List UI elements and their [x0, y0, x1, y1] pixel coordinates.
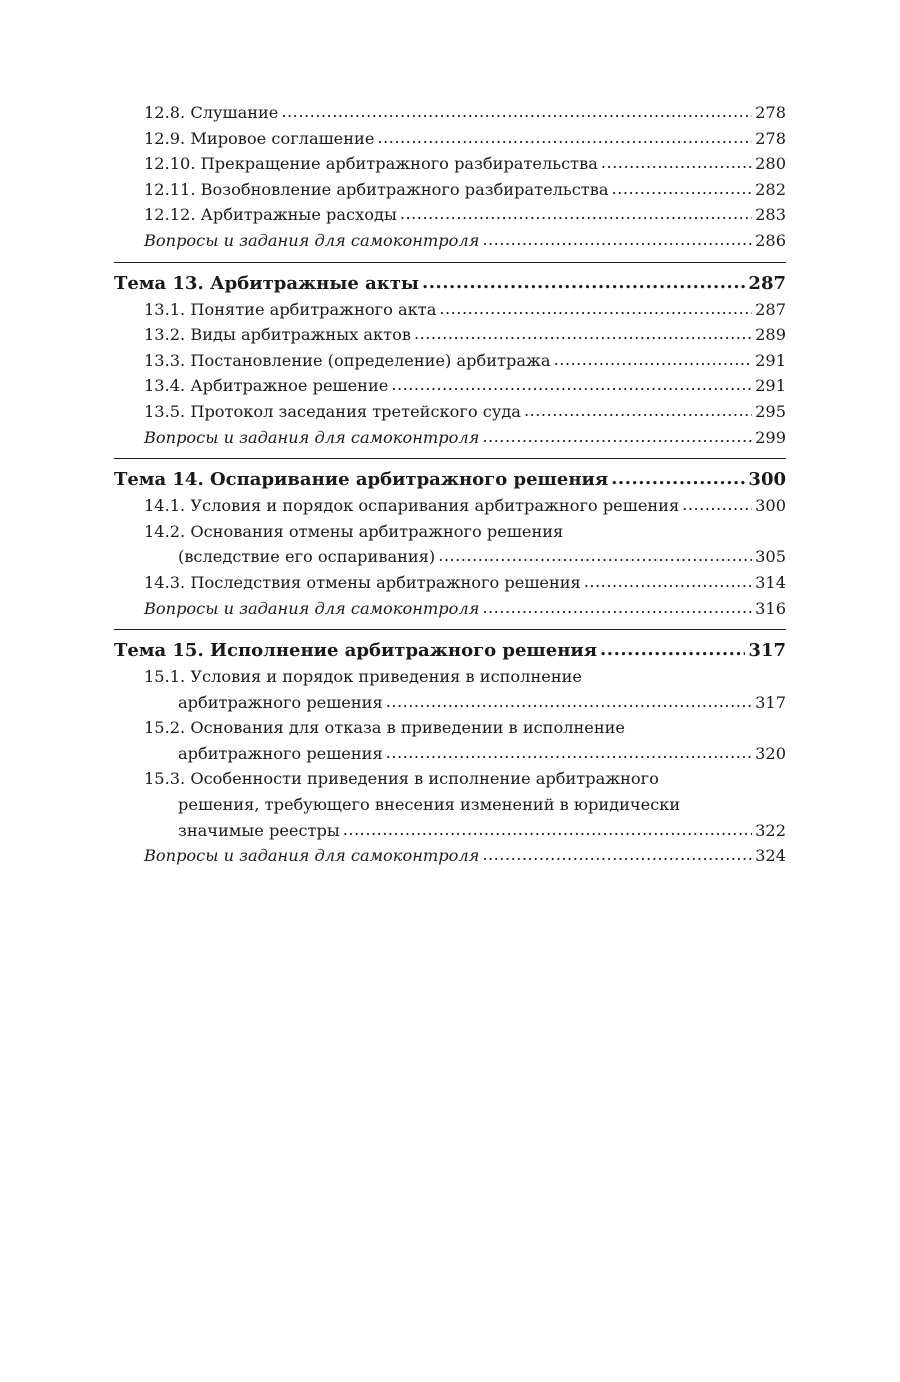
toc-entry-qa-14: [114, 596, 786, 622]
toc-entry-14-1: [114, 493, 786, 519]
toc-page-number: 305: [755, 547, 786, 567]
toc-entry-title-line: 14.2. Основания отмены арбитражного решения: [144, 521, 564, 541]
toc-page-number: 314: [755, 572, 786, 592]
toc-section-14: [114, 458, 786, 493]
toc-entry-12-11: [114, 177, 786, 203]
toc-entry-title: Вопросы и задания для самоконтроля: [144, 598, 480, 618]
toc-entry-title: Вопросы и задания для самоконтроля: [144, 230, 480, 250]
leader-dots: [386, 689, 752, 715]
toc-entry-12-10: [114, 151, 786, 177]
leader-dots: [611, 466, 745, 492]
toc-entry-13-3: [114, 348, 786, 374]
toc-entry-title-line: (вследствие его оспаривания): [178, 547, 436, 567]
toc-entry-15-2: [114, 715, 786, 766]
toc-page-number: 317: [755, 692, 786, 712]
toc-entry-title-line: 15.2. Основания для отказа в приведении в исполнение: [144, 718, 626, 738]
toc-entry-title: Вопросы и задания для самоконтроля: [144, 427, 480, 447]
toc-entry-title-line: 15.3. Особенности приведения в исполнение арбитражного: [144, 769, 659, 789]
leader-dots: [584, 569, 752, 595]
leader-dots: [482, 227, 752, 253]
toc-entry-12-8: [114, 100, 786, 126]
toc-section-15: [114, 629, 786, 664]
toc-page-number: 287: [755, 299, 786, 319]
toc-entry-title-line: арбитражного решения: [178, 743, 383, 763]
toc-section-title: Тема 15. Исполнение арбитражного решения: [114, 640, 598, 662]
toc-entry-12-12: [114, 202, 786, 228]
leader-dots: [422, 270, 745, 296]
toc-entry-title: 13.3. Постановление (определение) арбитража: [144, 350, 551, 370]
leader-dots: [438, 543, 752, 569]
toc-page-number: 287: [748, 272, 786, 294]
toc-page-number: 317: [748, 640, 786, 662]
toc-entry-15-3: [114, 766, 786, 843]
leader-dots: [482, 842, 752, 868]
leader-dots: [524, 398, 752, 424]
toc-entry-title: 14.1. Условия и порядок оспаривания арбитражного решения: [144, 496, 680, 516]
toc-page-number: 283: [755, 205, 786, 225]
toc-entry-title: 12.11. Возобновление арбитражного разбирательства: [144, 179, 609, 199]
leader-dots: [391, 372, 752, 398]
leader-dots: [482, 595, 752, 621]
toc-entry-14-2: [114, 519, 786, 570]
toc-entry-title: 13.2. Виды арбитражных актов: [144, 325, 411, 345]
leader-dots: [682, 492, 752, 518]
toc-entry-title-line: арбитражного решения: [178, 692, 383, 712]
toc-entry-title: 12.8. Слушание: [144, 103, 279, 122]
toc-entry-13-2: [114, 322, 786, 348]
leader-dots: [281, 99, 752, 125]
toc-page-number: 300: [748, 469, 786, 491]
toc-entry-15-1: [114, 664, 786, 715]
toc-entry-title: 14.3. Последствия отмены арбитражного решения: [144, 572, 581, 592]
leader-dots: [600, 637, 745, 663]
leader-dots: [482, 424, 752, 450]
leader-dots: [386, 740, 752, 766]
toc-page-number: 299: [755, 427, 786, 447]
toc-page-number: 278: [755, 103, 786, 122]
toc-entry-14-3: [114, 570, 786, 596]
toc-entry-title-line: решения, требующего внесения изменений в юридически: [178, 795, 681, 815]
toc-page-number: 289: [755, 325, 786, 345]
toc-entry-title-line: значимые реестры: [178, 820, 340, 840]
toc-entry-qa-13: [114, 425, 786, 451]
toc-entry-13-1: [114, 297, 786, 323]
toc-page-number: 300: [755, 496, 786, 516]
toc-page-number: 322: [755, 820, 786, 840]
toc-entry-qa-15: [114, 843, 786, 869]
toc-entry-12-9: [114, 126, 786, 152]
toc-entry-qa-12: [114, 228, 786, 254]
toc-entry-title: 13.5. Протокол заседания третейского суда: [144, 401, 521, 421]
leader-dots: [343, 817, 752, 843]
toc-page-number: 278: [755, 128, 786, 148]
leader-dots: [377, 125, 752, 151]
toc-entry-13-4: [114, 373, 786, 399]
leader-dots: [601, 150, 752, 176]
toc-entry-title-line: 15.1. Условия и порядок приведения в исполнение: [144, 667, 582, 687]
toc-section-title: Тема 14. Оспаривание арбитражного решения: [114, 469, 609, 491]
toc-page-number: 282: [755, 179, 786, 199]
toc-page-number: 286: [755, 230, 786, 250]
toc-entry-title: 12.9. Мировое соглашение: [144, 128, 375, 148]
toc-entry-title: 13.4. Арбитражное решение: [144, 376, 389, 396]
toc-page-number: 320: [755, 743, 786, 763]
leader-dots: [400, 201, 752, 227]
toc-section-title: Тема 13. Арбитражные акты: [114, 272, 419, 294]
leader-dots: [439, 296, 752, 322]
toc-page-number: 291: [755, 350, 786, 370]
toc-page-number: 295: [755, 401, 786, 421]
toc-entry-title: 12.10. Прекращение арбитражного разбирательства: [144, 154, 598, 174]
toc-entry-title: Вопросы и задания для самоконтроля: [144, 846, 480, 866]
leader-dots: [612, 176, 753, 202]
toc-entry-title: 12.12. Арбитражные расходы: [144, 205, 397, 225]
toc-entry-13-5: [114, 399, 786, 425]
toc-page-number: 316: [755, 598, 786, 618]
leader-dots: [414, 321, 752, 347]
toc-entry-title: 13.1. Понятие арбитражного акта: [144, 299, 437, 319]
toc-page-number: 280: [755, 154, 786, 174]
table-of-contents: [114, 100, 786, 869]
toc-page-number: 324: [755, 846, 786, 866]
leader-dots: [554, 347, 753, 373]
toc-section-13: [114, 262, 786, 297]
toc-page-number: 291: [755, 376, 786, 396]
